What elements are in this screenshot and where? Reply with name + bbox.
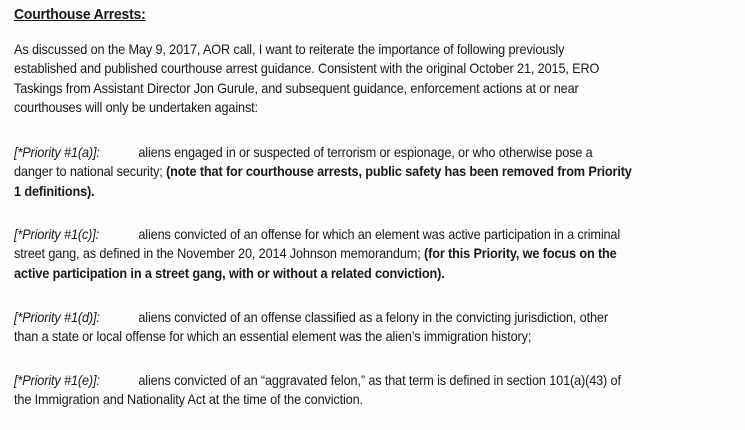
priority-text: aliens convicted of an “aggravated felon,” as that term is defined in section 101(a)(43) of [138, 373, 621, 388]
priority-label: [*Priority #1(a)]: [14, 145, 100, 160]
priority-text: aliens convicted of an offense for which an element was active participation in a criminal [138, 227, 621, 242]
priority-label: [*Priority #1(c)]: [14, 227, 100, 242]
intro-line: Taskings from Assistant Director Jon Gurule, and subsequent guidance, enforcement actions at or near [14, 80, 579, 96]
priority-1c-paragraph [14, 225, 725, 283]
intro-paragraph [14, 40, 725, 117]
intro-line: courthouses will only be undertaken against: [14, 99, 258, 115]
priority-label: [*Priority #1(d)]: [14, 310, 100, 325]
priority-1d-paragraph [14, 308, 725, 347]
priority-text: aliens convicted of an offense classified as a felony in the convicting jurisdiction, other [138, 310, 608, 325]
priority-label: [*Priority #1(e)]: [14, 373, 100, 388]
intro-line: established and published courthouse arrest guidance. Consistent with the original October 21, 2015, ERO [14, 61, 600, 77]
priority-note: 1 definitions). [14, 183, 95, 199]
priority-note: active participation in a street gang, with or without a related conviction). [14, 265, 445, 281]
priority-text: aliens engaged in or suspected of terrorism or espionage, or who otherwise pose a [138, 145, 593, 160]
section-heading: Courthouse Arrests: [14, 6, 146, 23]
priority-note: (for this Priority, we focus on the [424, 246, 617, 262]
priority-text: street gang, as defined in the November 20, 2014 Johnson memorandum; [14, 246, 425, 262]
priority-text: the Immigration and Nationality Act at the time of the conviction. [14, 392, 363, 408]
priority-1a-paragraph [14, 143, 725, 201]
priority-text: danger to national security; [14, 164, 167, 180]
priority-text: than a state or local offense for which an essential element was the alien’s immigration history; [14, 329, 532, 345]
intro-line: As discussed on the May 9, 2017, AOR call, I want to reiterate the importance of following previously [14, 42, 565, 57]
priority-note: (note that for courthouse arrests, public safety has been removed from Priority [166, 164, 632, 180]
priority-1e-paragraph [14, 371, 725, 410]
